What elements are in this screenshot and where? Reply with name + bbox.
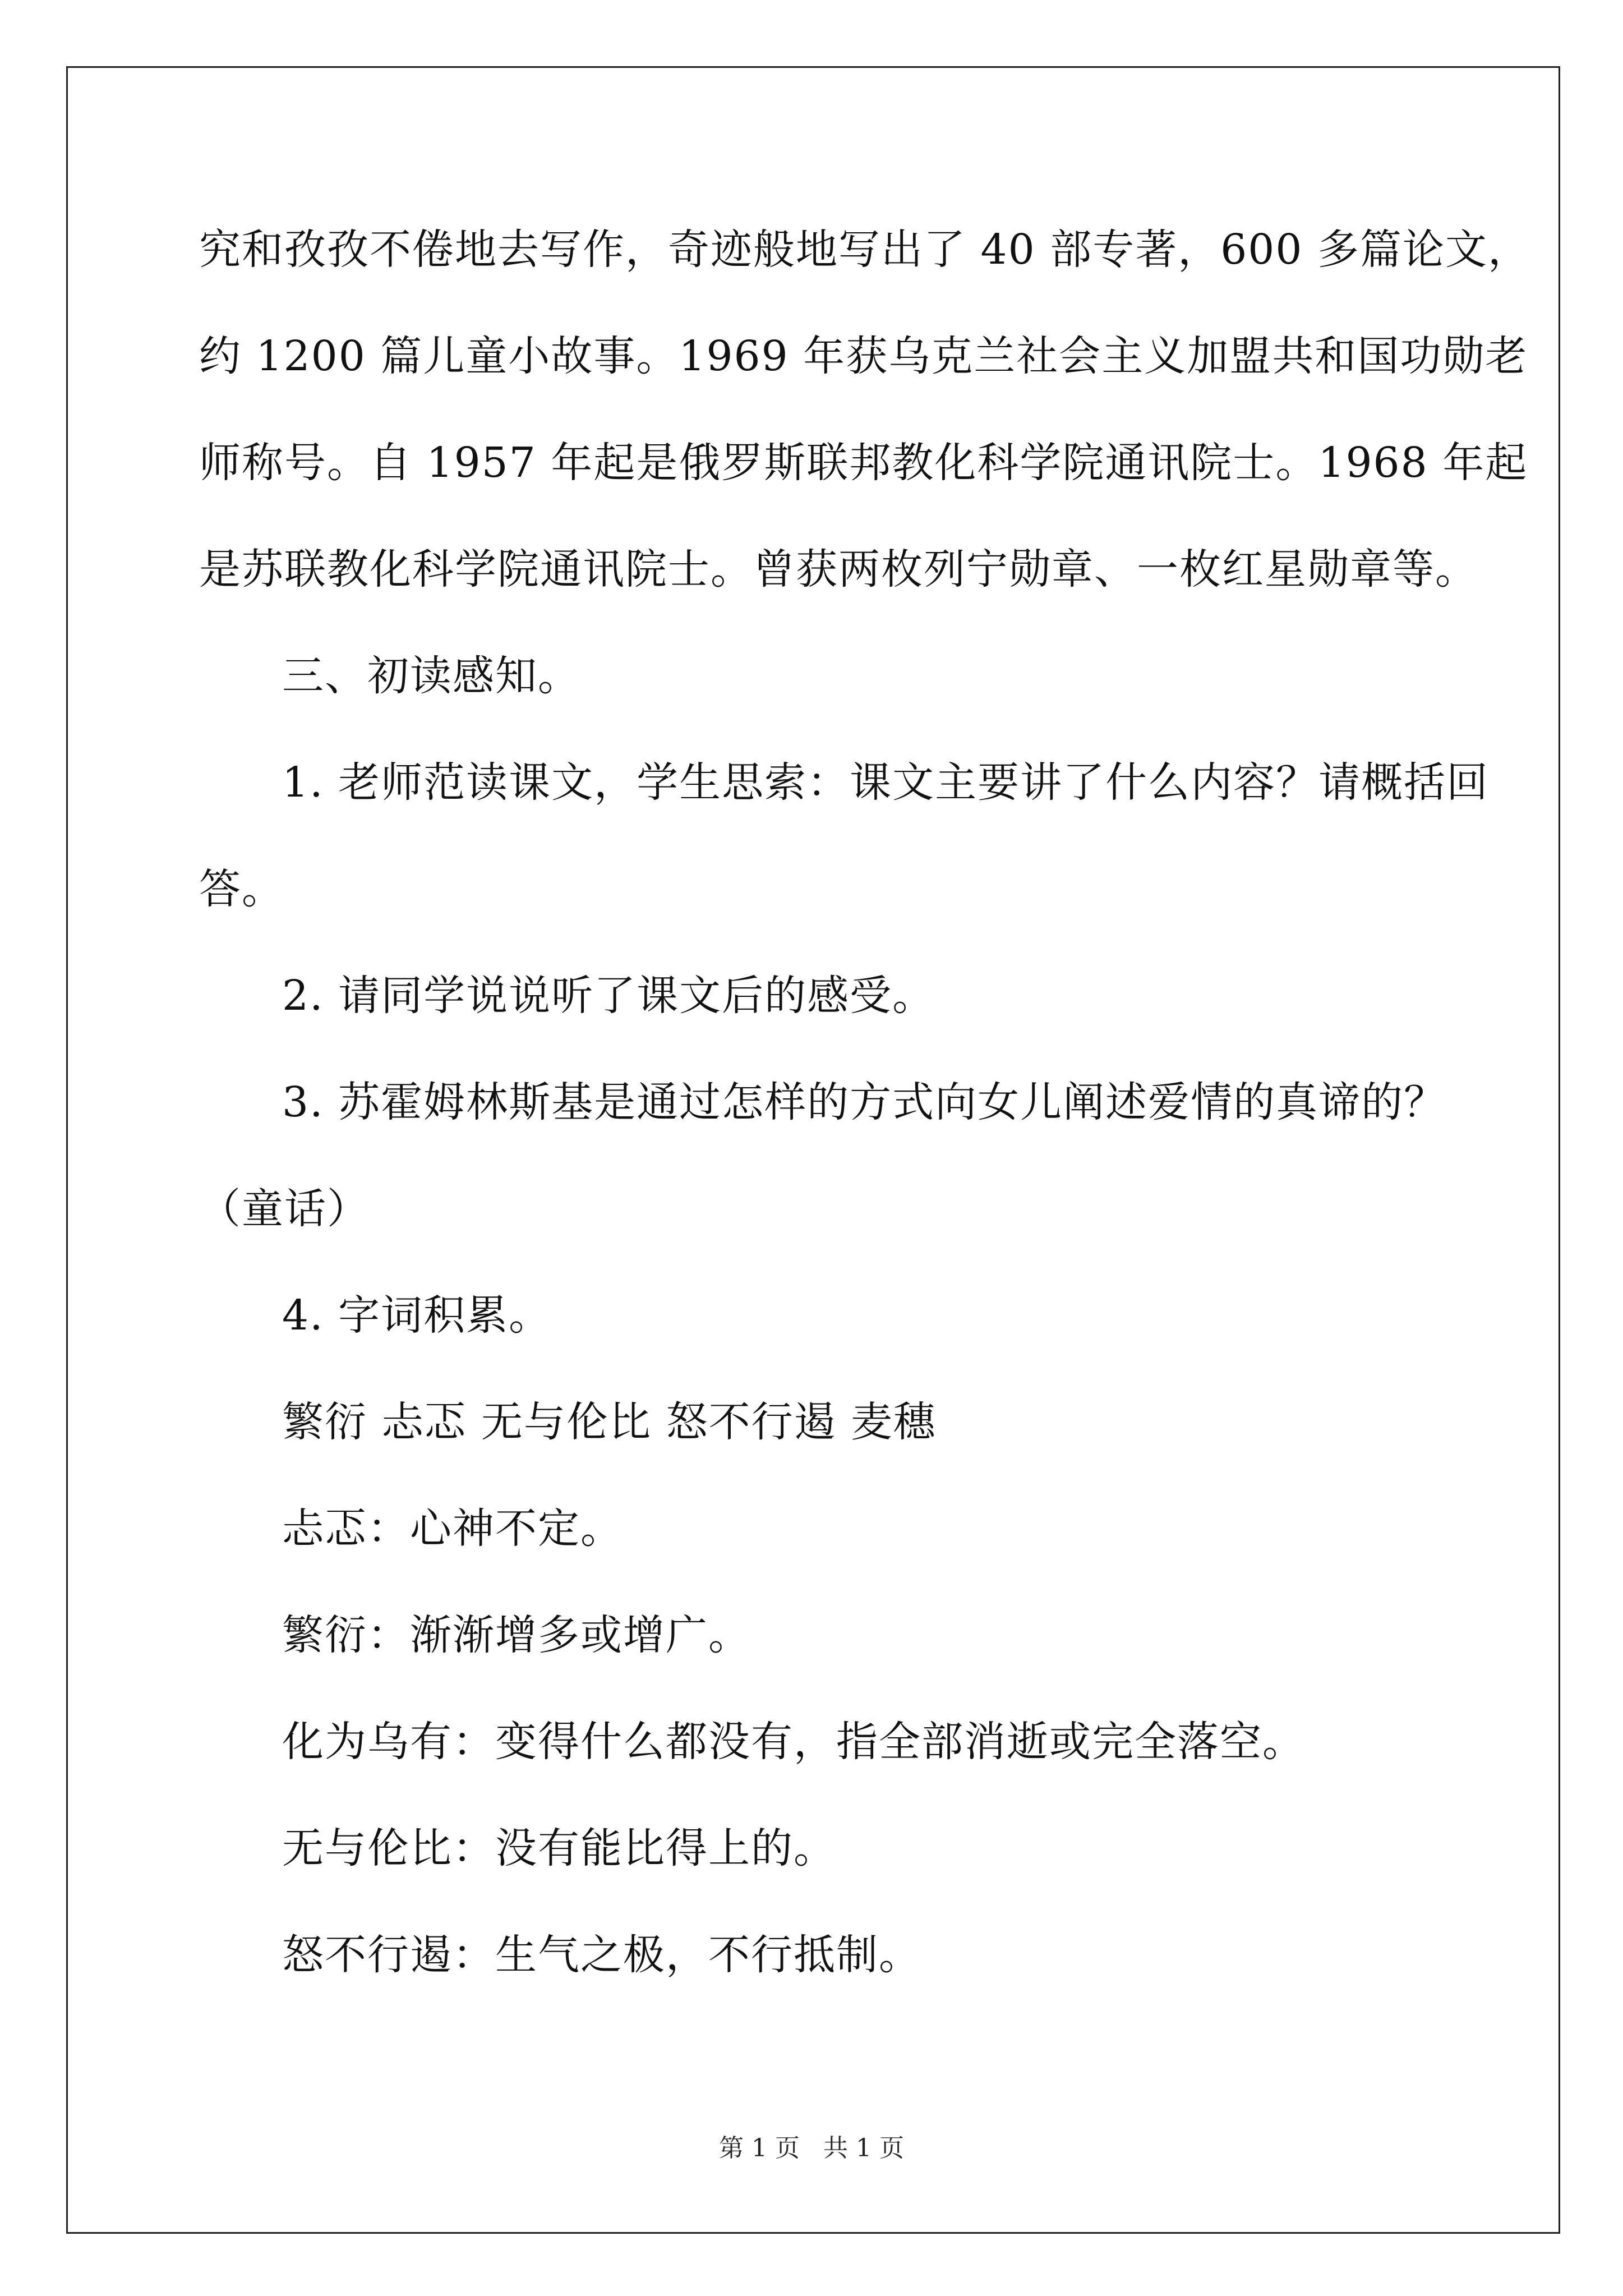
body-line-2: 约 1200 篇儿童小故事。1969 年获乌克兰社会主义加盟共和国功勋老 xyxy=(199,332,1528,380)
definition-5: 怒不行遏：生气之极，不行抵制。 xyxy=(282,1931,921,1979)
section-heading: 三、初读感知。 xyxy=(282,652,580,700)
page-border xyxy=(66,66,1560,2234)
body-line-3: 师称号。自 1957 年起是俄罗斯联邦教化科学院通讯院士。1968 年起 xyxy=(199,439,1528,487)
list-item-2: 2. 请同学说说听了课文后的感受。 xyxy=(282,972,935,1020)
list-item-3: 3. 苏霍姆林斯基是通过怎样的方式向女儿阐述爱情的真谛的？ xyxy=(282,1078,1447,1126)
list-item-1: 1. 老师范读课文，学生思索：课文主要讲了什么内容？请概括回 xyxy=(282,758,1490,807)
list-item-3-continued: （童话） xyxy=(199,1185,370,1233)
body-line-1: 究和孜孜不倦地去写作，奇迹般地写出了 40 部专著，600 多篇论文， xyxy=(199,226,1530,274)
definition-4: 无与伦比：没有能比得上的。 xyxy=(282,1824,836,1872)
definition-2: 繁衍：渐渐增多或增广。 xyxy=(282,1611,751,1659)
vocabulary-words: 繁衍 忐忑 无与伦比 怒不行遏 麦穗 xyxy=(282,1398,937,1446)
body-line-4: 是苏联教化科学院通讯院士。曾获两枚列宁勋章、一枚红星勋章等。 xyxy=(199,545,1478,593)
list-item-4: 4. 字词积累。 xyxy=(282,1291,552,1340)
page-footer: 第 1 页 共 1 页 xyxy=(719,2134,904,2162)
definition-1: 忐忑：心神不定。 xyxy=(282,1504,623,1553)
list-item-1-continued: 答。 xyxy=(199,865,284,913)
definition-3: 化为乌有：变得什么都没有，指全部消逝或完全落空。 xyxy=(282,1718,1305,1766)
